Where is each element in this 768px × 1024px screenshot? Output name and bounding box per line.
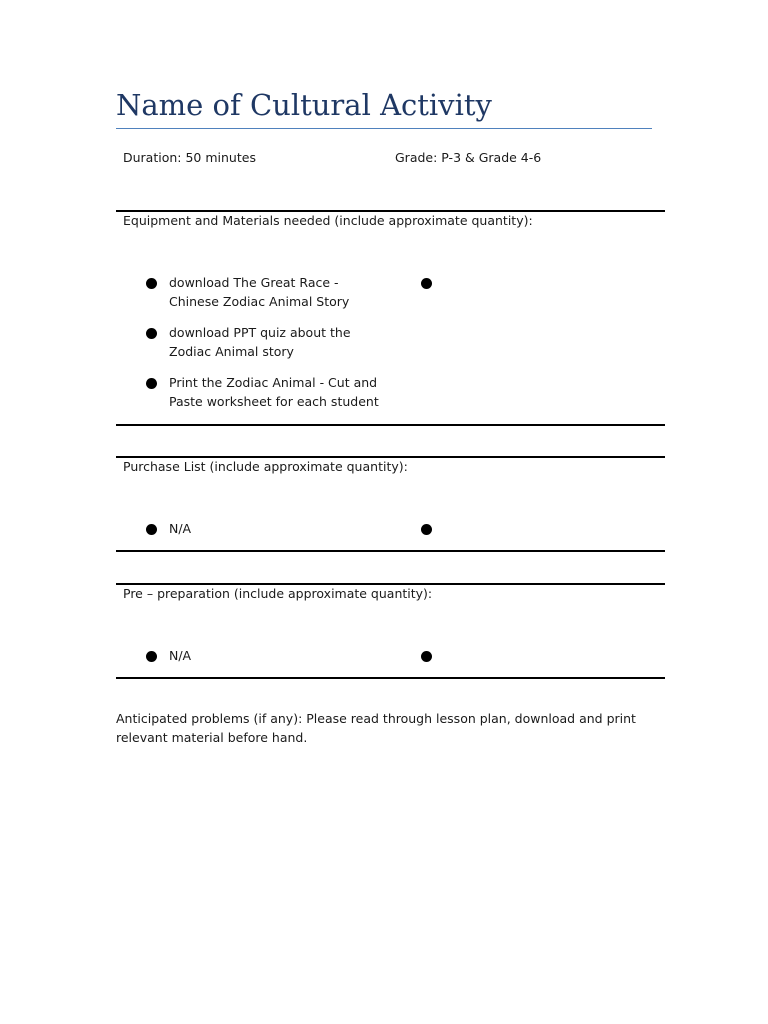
- grade-text: Grade: P-3 & Grade 4-6: [395, 150, 542, 165]
- title-underline: [116, 128, 652, 129]
- bullet-icon: [421, 524, 432, 535]
- purchase-list: [146, 519, 384, 550]
- bullet-icon: [146, 278, 157, 289]
- preparation-section: [116, 583, 665, 679]
- bullet-icon: [421, 651, 432, 662]
- empty-list-item: [421, 273, 455, 292]
- equipment-section: [116, 210, 665, 426]
- bullet-icon: [421, 278, 432, 289]
- preparation-list-column-2: [421, 646, 455, 677]
- list-item-text: download The Great Race - Chinese Zodiac Animal Story: [169, 275, 350, 309]
- duration-text: Duration: 50 minutes: [123, 150, 256, 165]
- bullet-icon: [146, 328, 157, 339]
- list-item: [146, 519, 384, 538]
- list-item: [146, 646, 384, 665]
- empty-list-item: [421, 519, 455, 538]
- list-item: [146, 373, 384, 411]
- list-item-text: download PPT quiz about the Zodiac Animal story: [169, 325, 351, 359]
- preparation-heading: Pre – preparation (include approximate quantity):: [123, 586, 433, 601]
- list-item-text: N/A: [169, 521, 192, 536]
- purchase-heading: Purchase List (include approximate quantity):: [123, 459, 408, 474]
- anticipated-problems-text: Anticipated problems (if any): Please read through lesson plan, download and print relevant material before hand.: [116, 711, 636, 745]
- list-item: [146, 273, 384, 311]
- list-item-text: N/A: [169, 648, 192, 663]
- purchase-list-column-2: [421, 519, 455, 550]
- bullet-icon: [146, 524, 157, 535]
- equipment-list: [146, 273, 384, 423]
- equipment-heading: Equipment and Materials needed (include approximate quantity):: [123, 213, 533, 228]
- bullet-icon: [146, 378, 157, 389]
- list-item: [146, 323, 384, 361]
- equipment-list-column-2: [421, 273, 455, 304]
- list-item-text: Print the Zodiac Animal - Cut and Paste worksheet for each student: [169, 375, 379, 409]
- purchase-section: [116, 456, 665, 552]
- document-title: Name of Cultural Activity: [116, 88, 492, 122]
- preparation-list: [146, 646, 384, 677]
- empty-list-item: [421, 646, 455, 665]
- bullet-icon: [146, 651, 157, 662]
